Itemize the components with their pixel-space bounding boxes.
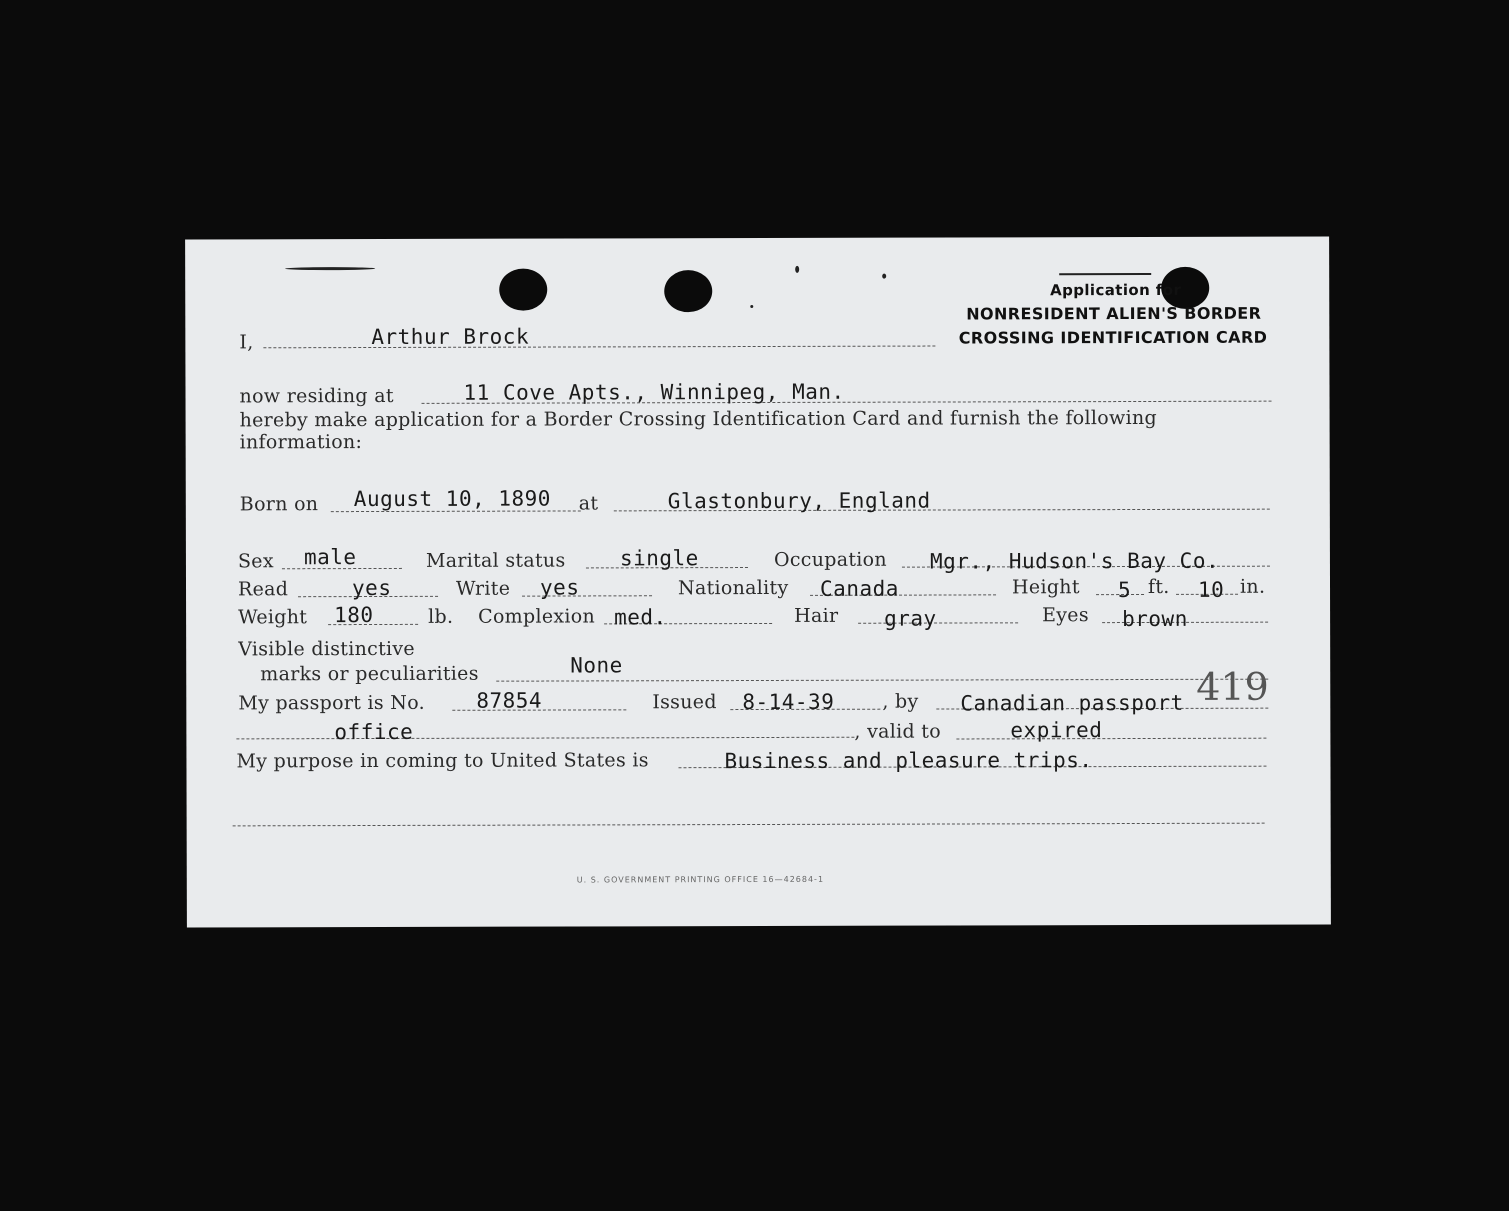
issued-by-value: Canadian passport xyxy=(960,690,1184,716)
occupation-label: Occupation xyxy=(773,548,887,571)
birth-date-value: August 10, 1890 xyxy=(353,486,551,512)
purpose-label: My purpose in coming to United States is xyxy=(236,749,649,773)
printing-office-footer: U. S. GOVERNMENT PRINTING OFFICE 16—42684-1 xyxy=(576,874,825,885)
height-in-value: 10 xyxy=(1197,577,1225,602)
lb-label: lb. xyxy=(428,605,454,628)
marks-label-2: marks or peculiarities xyxy=(260,662,479,686)
i-label: I, xyxy=(239,331,254,354)
nationality-label: Nationality xyxy=(677,576,789,600)
weight-label: Weight xyxy=(238,606,308,629)
hair-label: Hair xyxy=(794,604,839,627)
valid-label: , valid to xyxy=(854,720,941,743)
marital-value: single xyxy=(619,546,699,571)
title-rule xyxy=(1059,273,1151,275)
issued-value: 8-14-39 xyxy=(742,689,835,715)
read-value: yes xyxy=(351,575,392,601)
name-value: Arthur Brock xyxy=(371,324,530,350)
purpose-value: Business and pleasure trips. xyxy=(724,748,1093,774)
stamp-number: 419 xyxy=(1196,664,1269,709)
eyes-label: Eyes xyxy=(1042,604,1089,627)
application-text-1: hereby make application for a Border Crossing Identification Card and furnish the following xyxy=(239,406,1157,432)
issued-label: Issued xyxy=(652,691,717,714)
address-value: 11 Cove Apts., Winnipeg, Man. xyxy=(463,379,845,405)
eyes-value: brown xyxy=(1122,606,1188,632)
in-label: in. xyxy=(1239,575,1266,598)
ink-speck xyxy=(795,266,799,273)
marks-value: None xyxy=(570,653,623,678)
name-line xyxy=(263,346,935,349)
height-ft-value: 5 xyxy=(1117,578,1132,603)
valid-value: expired xyxy=(1010,718,1103,743)
issued-by-value-2: office xyxy=(334,719,414,745)
height-label: Height xyxy=(1011,576,1080,599)
birth-place-value: Glastonbury, England xyxy=(667,488,931,514)
form-title-line-1: Application for xyxy=(1050,280,1182,300)
at-label: at xyxy=(578,492,599,515)
marital-label: Marital status xyxy=(425,549,566,572)
punch-hole xyxy=(499,269,547,311)
sex-value: male xyxy=(303,545,357,570)
passport-value: 87854 xyxy=(476,688,543,713)
residing-label: now residing at xyxy=(239,384,394,408)
born-label: Born on xyxy=(239,493,319,516)
read-label: Read xyxy=(237,578,289,601)
nationality-value: Canada xyxy=(819,576,899,601)
ink-speck xyxy=(882,274,886,279)
valid-line xyxy=(956,738,1266,740)
border-crossing-card xyxy=(185,237,1331,928)
occupation-value: Mgr., Hudson's Bay Co. xyxy=(929,548,1220,574)
marks-line xyxy=(496,679,1268,682)
application-text-2: information: xyxy=(239,431,363,454)
form-title-line-2: NONRESIDENT ALIEN'S BORDER xyxy=(966,303,1262,324)
write-value: yes xyxy=(539,575,580,600)
hair-value: gray xyxy=(884,606,937,631)
marks-label-1: Visible distinctive xyxy=(238,637,415,661)
ft-label: ft. xyxy=(1147,575,1170,598)
complexion-label: Complexion xyxy=(478,605,596,628)
form-title-line-3: CROSSING IDENTIFICATION CARD xyxy=(958,327,1268,348)
by-label: , by xyxy=(882,690,919,713)
complexion-value: med. xyxy=(614,605,667,630)
sex-label: Sex xyxy=(237,550,274,573)
ink-speck xyxy=(750,305,753,308)
punch-hole xyxy=(664,270,712,312)
hair-line xyxy=(858,622,1018,623)
weight-value: 180 xyxy=(334,603,374,628)
ink-speck xyxy=(285,267,375,270)
write-label: Write xyxy=(455,577,511,600)
issued-by-line-2 xyxy=(236,737,854,740)
purpose-line-2 xyxy=(233,823,1265,827)
passport-label: My passport is No. xyxy=(238,691,425,715)
